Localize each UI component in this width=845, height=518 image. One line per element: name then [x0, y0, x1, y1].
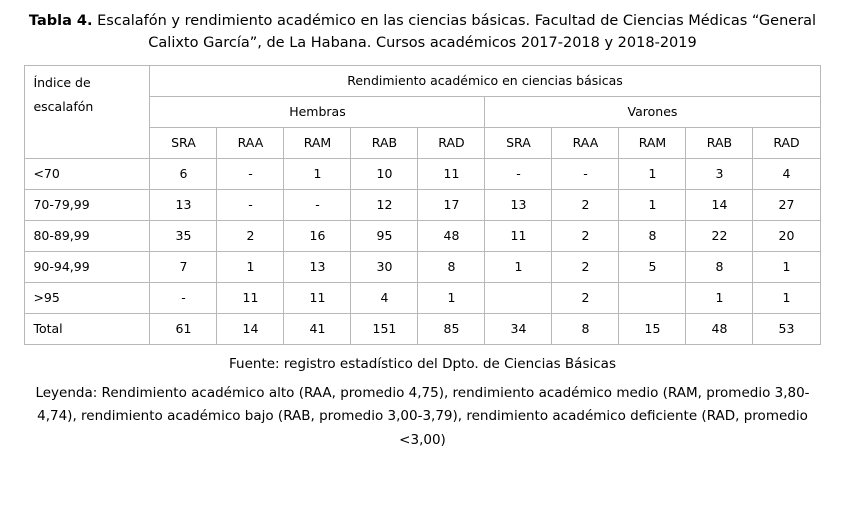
- cell: 11: [217, 282, 284, 313]
- cell: 1: [686, 282, 753, 313]
- table-row: [25, 158, 820, 189]
- cell: 13: [284, 251, 351, 282]
- cell: 11: [284, 282, 351, 313]
- cell: 2: [552, 189, 619, 220]
- cell: 1: [418, 282, 485, 313]
- cell: 35: [150, 220, 217, 251]
- cell: 8: [619, 220, 686, 251]
- table-row: [25, 251, 820, 282]
- table-row: [25, 189, 820, 220]
- row-label: Total: [25, 313, 150, 344]
- cell: -: [485, 158, 552, 189]
- table-legend: Leyenda: Rendimiento académico alto (RAA, promedio 4,75), rendimiento académico medio (RAM, promedio 3,80-4,74), rendimiento académico bajo (RAB, promedio 3,00-3,79), rendimiento académico deficiente (RAD, promedio <3,00): [35, 384, 810, 448]
- cell: 1: [485, 251, 552, 282]
- caption-text: Escalafón y rendimiento académico en las ciencias básicas. Facultad de Ciencias Médicas “General Calixto García”, de La Habana. Cursos académicos 2017-2018 y 2018-2019: [92, 13, 817, 52]
- cell: -: [217, 158, 284, 189]
- header-varones-sra: SRA: [485, 127, 552, 158]
- header-varones-raa: RAA: [552, 127, 619, 158]
- cell: 16: [284, 220, 351, 251]
- header-group-varones: Varones: [485, 96, 820, 127]
- cell: 15: [619, 313, 686, 344]
- row-label: <70: [25, 158, 150, 189]
- cell: 53: [753, 313, 820, 344]
- cell: 11: [485, 220, 552, 251]
- cell: 30: [351, 251, 418, 282]
- cell: -: [217, 189, 284, 220]
- cell: 11: [418, 158, 485, 189]
- cell: 4: [351, 282, 418, 313]
- cell: 8: [418, 251, 485, 282]
- cell: 2: [552, 282, 619, 313]
- row-label: >95: [25, 282, 150, 313]
- cell: 48: [418, 220, 485, 251]
- cell: 14: [217, 313, 284, 344]
- header-varones-ram: RAM: [619, 127, 686, 158]
- row-label: 70-79,99: [25, 189, 150, 220]
- row-label: 80-89,99: [25, 220, 150, 251]
- cell: 14: [686, 189, 753, 220]
- header-index-escalafon: Índice de escalafón: [25, 65, 150, 158]
- cell: 1: [217, 251, 284, 282]
- cell: 61: [150, 313, 217, 344]
- cell: -: [150, 282, 217, 313]
- table-caption: [20, 10, 825, 55]
- cell: 20: [753, 220, 820, 251]
- cell: 4: [753, 158, 820, 189]
- table-row: [25, 282, 820, 313]
- cell: 5: [619, 251, 686, 282]
- cell: -: [552, 158, 619, 189]
- table-source: Fuente: registro estadístico del Dpto. de Ciencias Básicas: [229, 355, 616, 372]
- cell: 3: [686, 158, 753, 189]
- cell: 48: [686, 313, 753, 344]
- cell: 2: [552, 251, 619, 282]
- cell: 6: [150, 158, 217, 189]
- data-table: [24, 65, 820, 345]
- header-hembras-rad: RAD: [418, 127, 485, 158]
- cell: 22: [686, 220, 753, 251]
- cell: 34: [485, 313, 552, 344]
- cell: 2: [552, 220, 619, 251]
- caption-label: Tabla 4.: [28, 13, 93, 29]
- header-hembras-sra: SRA: [150, 127, 217, 158]
- header-hembras-rab: RAB: [351, 127, 418, 158]
- cell: 95: [351, 220, 418, 251]
- cell: 85: [418, 313, 485, 344]
- header-hembras-raa: RAA: [217, 127, 284, 158]
- cell: 12: [351, 189, 418, 220]
- cell: [485, 282, 552, 313]
- cell: 10: [351, 158, 418, 189]
- cell: 2: [217, 220, 284, 251]
- cell: 13: [485, 189, 552, 220]
- header-varones-rab: RAB: [686, 127, 753, 158]
- cell: 8: [552, 313, 619, 344]
- cell: 7: [150, 251, 217, 282]
- cell: 13: [150, 189, 217, 220]
- table-header-row-1: [25, 65, 820, 96]
- row-label: 90-94,99: [25, 251, 150, 282]
- header-varones-rad: RAD: [753, 127, 820, 158]
- cell: [619, 282, 686, 313]
- header-rendimiento-academico: Rendimiento académico en ciencias básicas: [150, 65, 820, 96]
- cell: 1: [753, 282, 820, 313]
- cell: 1: [284, 158, 351, 189]
- cell: 8: [686, 251, 753, 282]
- cell: 151: [351, 313, 418, 344]
- header-hembras-ram: RAM: [284, 127, 351, 158]
- cell: 27: [753, 189, 820, 220]
- table-row: [25, 220, 820, 251]
- cell: 17: [418, 189, 485, 220]
- cell: -: [284, 189, 351, 220]
- cell: 1: [753, 251, 820, 282]
- cell: 41: [284, 313, 351, 344]
- table-row-total: [25, 313, 820, 344]
- header-group-hembras: Hembras: [150, 96, 485, 127]
- cell: 1: [619, 158, 686, 189]
- cell: 1: [619, 189, 686, 220]
